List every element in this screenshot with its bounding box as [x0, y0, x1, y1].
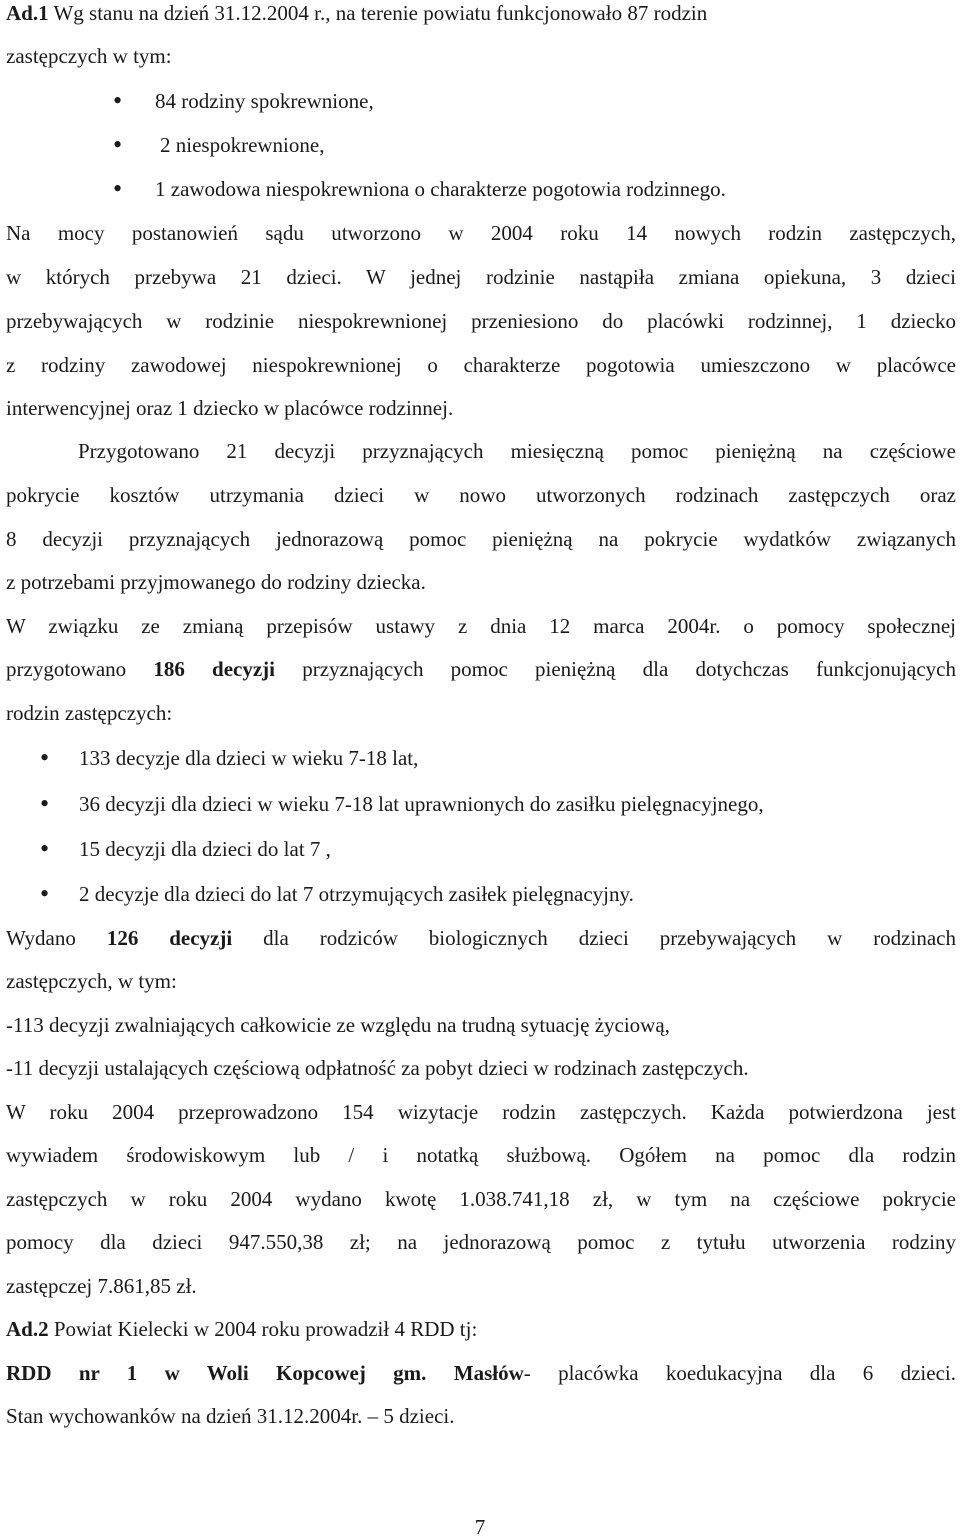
- text-line: -113 decyzji zwalniających całkowicie ze względu na trudną sytuację życiową,: [6, 1013, 670, 1037]
- text-line: 8 decyzji przyznających jednorazową pomoc pieniężną na pokrycie wydatków związanych: [6, 527, 956, 551]
- text-line: pokrycie kosztów utrzymania dzieci w nowo utworzonych rodzinach zastępczych oraz: [6, 483, 956, 507]
- section-label-ad1: Ad.1: [6, 1, 49, 25]
- text-line: przygotowano 186 decyzji przyznających pomoc pieniężną dla dotychczas funkcjonujących: [6, 657, 956, 681]
- bullet-item: 1 zawodowa niespokrewniona o charakterze pogotowia rodzinnego.: [155, 177, 726, 201]
- text-line: RDD nr 1 w Woli Kopcowej gm. Masłów- placówka koedukacyjna dla 6 dzieci.: [6, 1361, 956, 1385]
- institution-name: RDD nr 1 w Woli Kopcowej gm. Masłów: [6, 1361, 524, 1385]
- text-line: W związku ze zmianą przepisów ustawy z dnia 12 marca 2004r. o pomocy społecznej: [6, 614, 956, 638]
- bullet-icon: •: [40, 743, 50, 772]
- section-ad1-heading-line: Ad.1 Wg stanu na dzień 31.12.2004 r., na terenie powiatu funkcjonowało 87 rodzin: [6, 1, 708, 25]
- bullet-icon: •: [113, 130, 123, 159]
- bullet-icon: •: [113, 86, 123, 115]
- text-line: W roku 2004 przeprowadzono 154 wizytacje rodzin zastępczych. Każda potwierdzona jest: [6, 1100, 956, 1124]
- text-line: Na mocy postanowień sądu utworzono w 2004 roku 14 nowych rodzin zastępczych,: [6, 221, 956, 245]
- text-line: -11 decyzji ustalających częściową odpłatność za pobyt dzieci w rodzinach zastępczych.: [6, 1056, 749, 1080]
- page-number: 7: [474, 1515, 486, 1539]
- section-ad2-heading-line: Ad.2 Powiat Kielecki w 2004 roku prowadził 4 RDD tj:: [6, 1317, 478, 1341]
- bullet-item: 2 decyzje dla dzieci do lat 7 otrzymujących zasiłek pielęgnacyjny.: [79, 882, 634, 906]
- text-line: Wydano 126 decyzji dla rodziców biologicznych dzieci przebywających w rodzinach: [6, 926, 956, 950]
- text-line: rodzin zastępczych:: [6, 701, 173, 725]
- emphasis-count: 186 decyzji: [153, 657, 276, 681]
- emphasis-count: 126 decyzji: [106, 926, 233, 950]
- text-line: zastępczych w tym:: [6, 44, 172, 68]
- text-line: z rodziny zawodowej niespokrewnionej o charakterze pogotowia umieszczono w placówce: [6, 353, 956, 377]
- bullet-icon: •: [40, 789, 50, 818]
- text-line: z potrzebami przyjmowanego do rodziny dziecka.: [6, 570, 426, 594]
- bullet-icon: •: [40, 834, 50, 863]
- bullet-icon: •: [40, 879, 50, 908]
- bullet-item: 36 decyzji dla dzieci w wieku 7-18 lat uprawnionych do zasiłku pielęgnacyjnego,: [79, 792, 764, 816]
- bullet-icon: •: [113, 174, 123, 203]
- text-line: wywiadem środowiskowym lub / i notatką służbową. Ogółem na pomoc dla rodzin: [6, 1143, 956, 1167]
- text-line: Stan wychowanków na dzień 31.12.2004r. – 5 dzieci.: [6, 1404, 455, 1428]
- paragraph-first-line: Przygotowano 21 decyzji przyznających miesięczną pomoc pieniężną na częściowe: [78, 439, 956, 463]
- section-label-ad2: Ad.2: [6, 1317, 49, 1341]
- text-line: interwencyjnej oraz 1 dziecko w placówce rodzinnej.: [6, 396, 454, 420]
- bullet-item: 2 niespokrewnione,: [160, 133, 325, 157]
- bullet-item: 84 rodziny spokrewnione,: [155, 89, 374, 113]
- bullet-item: 15 decyzji dla dzieci do lat 7 ,: [79, 837, 331, 861]
- text-line: w których przebywa 21 dzieci. W jednej rodzinie nastąpiła zmiana opiekuna, 3 dzieci: [6, 265, 956, 289]
- text-line: pomocy dla dzieci 947.550,38 zł; na jednorazową pomoc z tytułu utworzenia rodziny: [6, 1230, 956, 1254]
- text-line: zastępczych w roku 2004 wydano kwotę 1.038.741,18 zł, w tym na częściowe pokrycie: [6, 1187, 956, 1211]
- bullet-item: 133 decyzje dla dzieci w wieku 7-18 lat,: [79, 746, 419, 770]
- text-line: przebywających w rodzinie niespokrewnionej przeniesiono do placówki rodzinnej, 1 dziecko: [6, 309, 956, 333]
- text-line: zastępczych, w tym:: [6, 969, 177, 993]
- text-line: zastępczej 7.861,85 zł.: [6, 1274, 197, 1298]
